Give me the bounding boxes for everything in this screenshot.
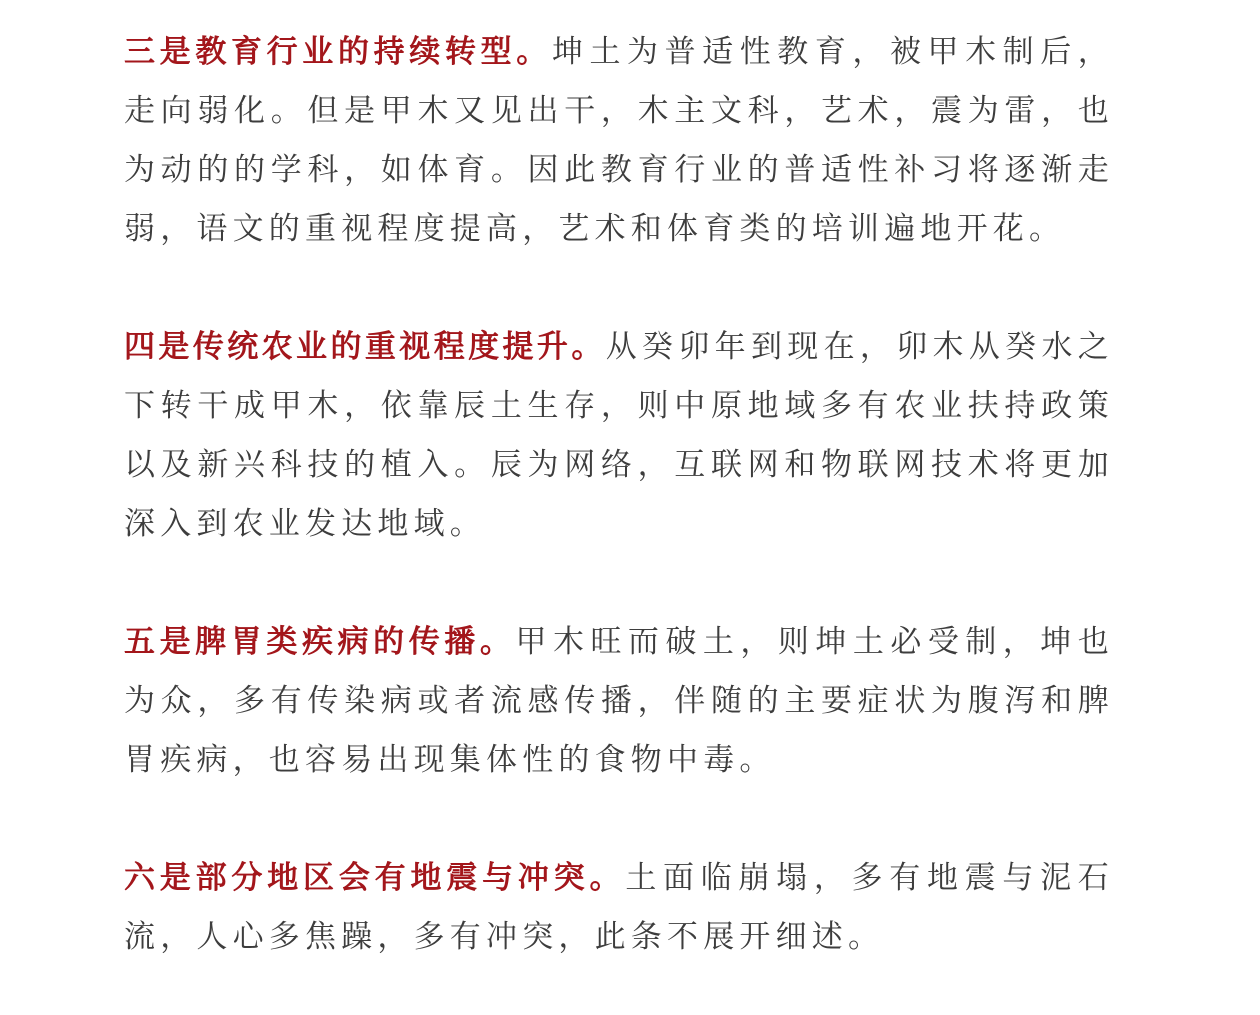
paragraph-agriculture [124, 318, 1114, 554]
paragraph-lead: 六是部分地区会有地震与冲突。 [124, 860, 626, 896]
paragraph-lead: 四是传统农业的重视程度提升。 [124, 329, 606, 365]
paragraph-text: 土面临崩塌，多有地震与泥石流，人心多焦躁，多有冲突，此条不展开细述。 [124, 860, 1114, 955]
paragraph-text: 甲木旺而破土，则坤土必受制，坤也为众，多有传染病或者流感传播，伴随的主要症状为腹泻和脾胃疾病，也容易出现集体性的食物中毒。 [124, 624, 1114, 778]
paragraph-education [124, 23, 1114, 259]
paragraph-lead: 三是教育行业的持续转型。 [124, 34, 552, 70]
paragraph-disease [124, 613, 1114, 790]
paragraph-lead: 五是脾胃类疾病的传播。 [124, 624, 516, 660]
paragraph-text: 从癸卯年到现在，卯木从癸水之下转干成甲木，依靠辰土生存，则中原地域多有农业扶持政策以及新兴科技的植入。辰为网络，互联网和物联网技术将更加深入到农业发达地域。 [124, 329, 1114, 542]
paragraph-earthquake [124, 849, 1114, 967]
paragraph-text: 坤土为普适性教育，被甲木制后，走向弱化。但是甲木又见出干，木主文科，艺术，震为雷，也为动的的学科，如体育。因此教育行业的普适性补习将逐渐走弱，语文的重视程度提高，艺术和体育类的培训遍地开花。 [124, 34, 1114, 247]
article-body [124, 23, 1114, 967]
